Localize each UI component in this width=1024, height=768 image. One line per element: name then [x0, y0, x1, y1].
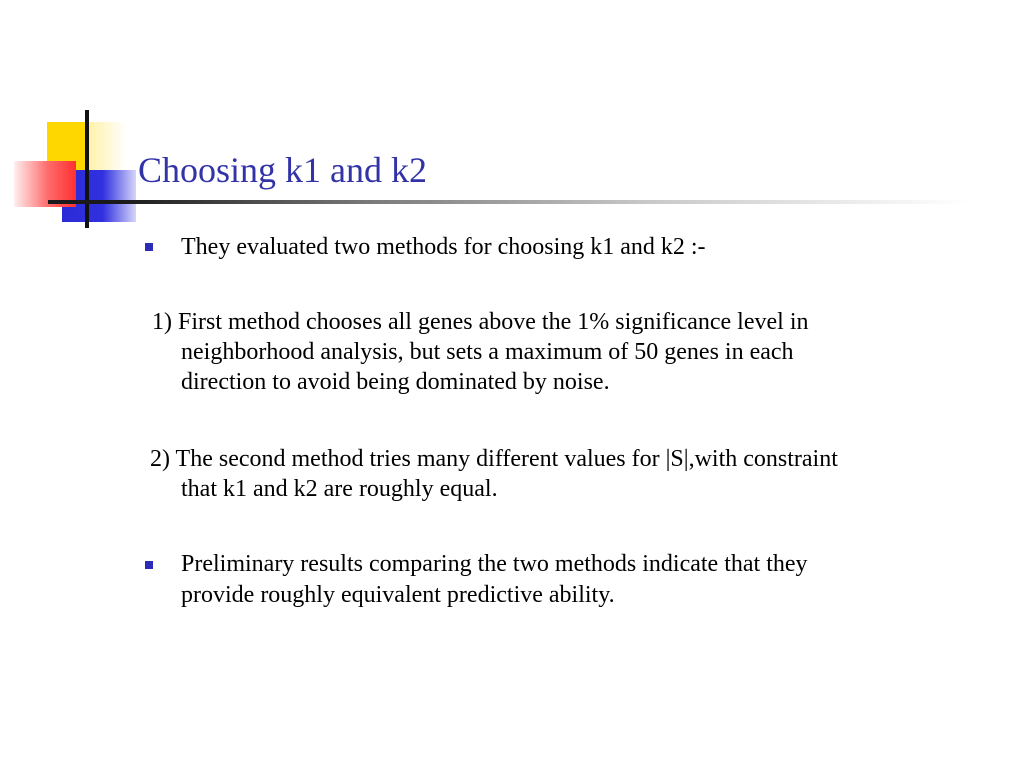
slide-title: Choosing k1 and k2 — [138, 150, 428, 190]
method-1-line-1: 1) First method chooses all genes above the 1% significance level in — [152, 309, 809, 335]
bullet-text-2-line-1: Preliminary results comparing the two methods indicate that they — [181, 551, 808, 577]
bullet-text-2-line-2: provide roughly equivalent predictive ability. — [181, 582, 615, 608]
method-2-line-1: 2) The second method tries many different values for |S|,with constraint — [150, 446, 838, 472]
bullet-text-1: They evaluated two methods for choosing k1 and k2 :- — [181, 234, 706, 260]
method-1-line-2: neighborhood analysis, but sets a maximum of 50 genes in each — [181, 339, 794, 365]
method-1-line-3: direction to avoid being dominated by noise. — [181, 369, 610, 395]
square-bullet-icon — [145, 561, 153, 569]
square-bullet-icon — [145, 243, 153, 251]
method-2-line-2: that k1 and k2 are roughly equal. — [181, 476, 498, 502]
